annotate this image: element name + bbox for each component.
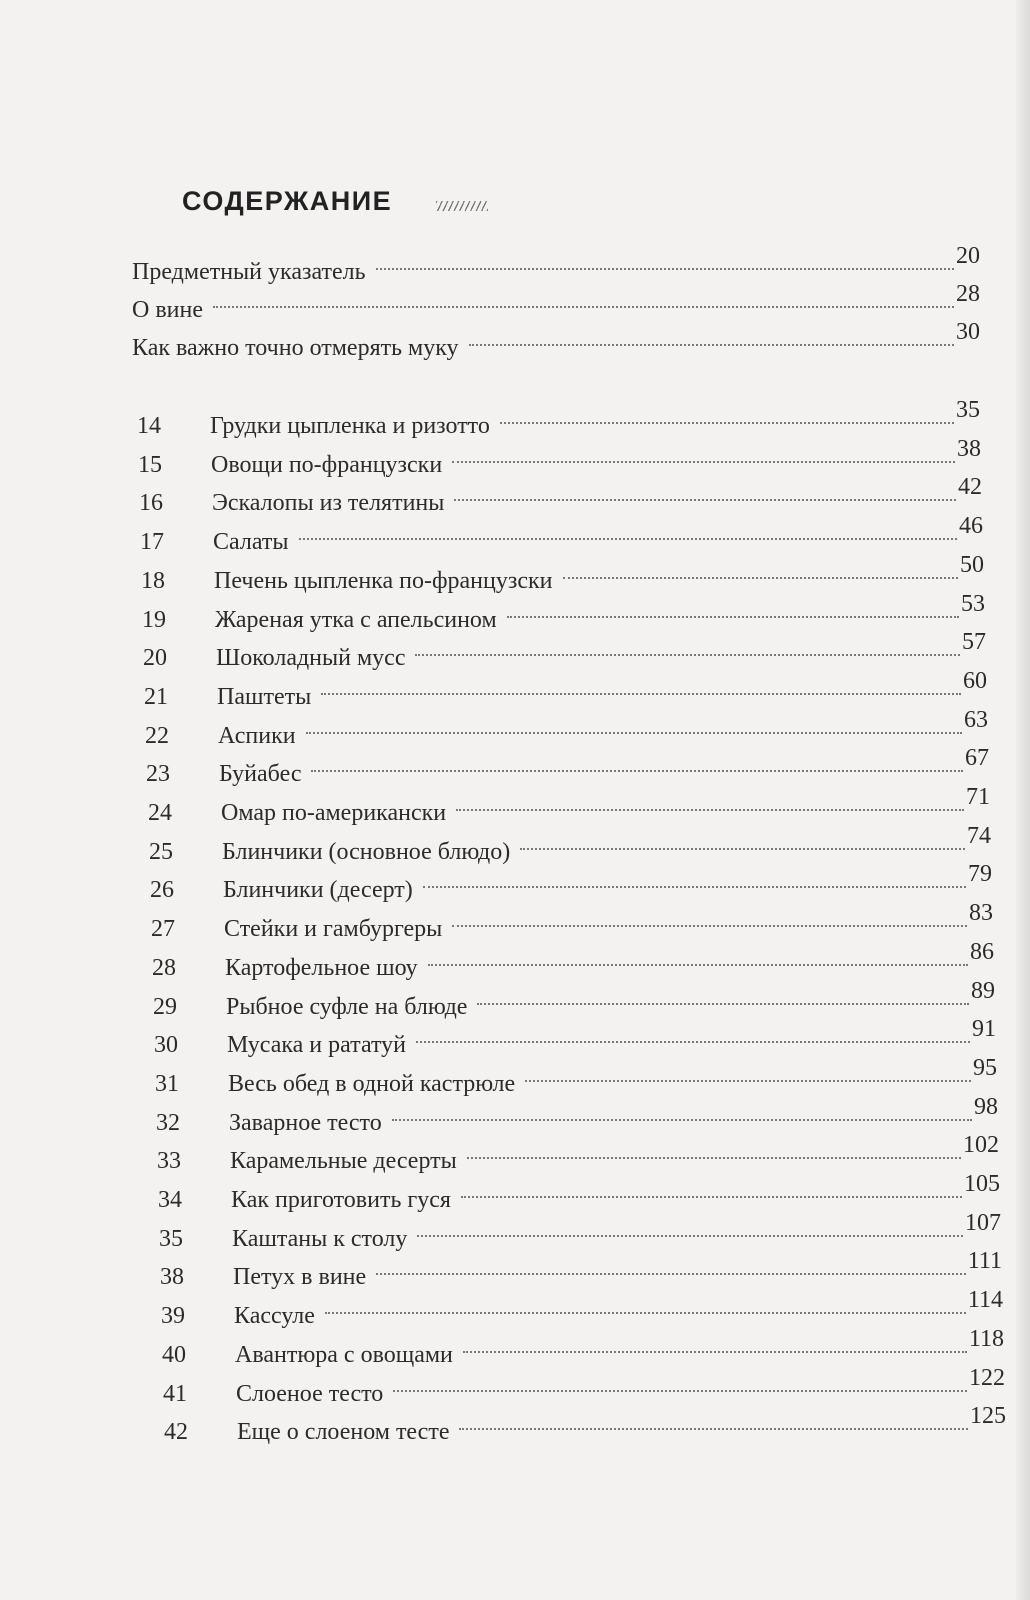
chapter-entry xyxy=(0,823,1030,868)
dot-leader xyxy=(376,1273,966,1275)
chapter-number: 15 xyxy=(138,452,162,478)
page-number: 30 xyxy=(956,319,980,345)
chapter-number: 27 xyxy=(151,916,175,942)
entry-title: Рыбное суфле на блюде xyxy=(226,994,468,1020)
chapter-entry xyxy=(0,1287,1030,1332)
page-number: 38 xyxy=(957,436,981,462)
dot-leader xyxy=(393,1390,967,1392)
dot-leader xyxy=(469,344,954,346)
page-number: 42 xyxy=(958,474,982,500)
entry-title: Мусака и рататуй xyxy=(227,1032,406,1058)
chapter-number: 20 xyxy=(143,645,167,671)
entry-title: Авантюра с овощами xyxy=(235,1342,453,1368)
entry-title: Овощи по-французски xyxy=(211,452,443,478)
chapter-entry xyxy=(0,591,1030,636)
page-title: СОДЕРЖАНИЕ xyxy=(182,186,393,216)
page-number: 111 xyxy=(967,1248,1002,1274)
dot-leader xyxy=(463,1351,967,1353)
chapter-entry xyxy=(0,1132,1030,1177)
entry-title: Еще о слоеном тесте xyxy=(237,1419,450,1445)
entry-title: О вине xyxy=(132,297,204,323)
entry-title: Каштаны к столу xyxy=(232,1226,408,1252)
chapter-number: 33 xyxy=(157,1148,181,1174)
page-number: 74 xyxy=(967,823,991,849)
chapter-number: 14 xyxy=(137,413,161,439)
chapter-entry xyxy=(0,939,1030,984)
chapter-number: 34 xyxy=(158,1187,182,1213)
dot-leader xyxy=(477,1003,969,1005)
page-number: 107 xyxy=(965,1210,1001,1236)
dot-leader xyxy=(459,1428,968,1430)
chapter-number: 32 xyxy=(156,1110,180,1136)
chapter-entry xyxy=(0,861,1030,906)
chapter-number: 42 xyxy=(164,1419,188,1445)
dot-leader xyxy=(392,1119,972,1121)
entry-title: Петух в вине xyxy=(233,1264,367,1290)
page-number: 28 xyxy=(956,281,980,307)
hatch-ornament-icon xyxy=(436,201,488,211)
entry-title: Картофельное шоу xyxy=(225,955,418,981)
contents-heading xyxy=(182,186,488,217)
chapter-number: 17 xyxy=(140,529,164,555)
chapter-entry xyxy=(0,978,1030,1023)
dot-leader xyxy=(428,964,968,966)
dot-leader xyxy=(416,1041,970,1043)
page-number: 122 xyxy=(969,1365,1005,1391)
page-number: 91 xyxy=(972,1016,996,1042)
chapter-entry xyxy=(0,707,1030,752)
chapter-number: 19 xyxy=(142,607,166,633)
chapter-number: 21 xyxy=(144,684,168,710)
dot-leader xyxy=(563,577,958,579)
entry-title: Грудки цыпленка и ризотто xyxy=(210,413,490,439)
page-number: 89 xyxy=(971,978,995,1004)
chapter-number: 25 xyxy=(149,839,173,865)
page-number: 86 xyxy=(970,939,994,965)
entry-title: Блинчики (основное блюдо) xyxy=(222,839,511,865)
entry-title: Стейки и гамбургеры xyxy=(224,916,443,942)
chapter-number: 35 xyxy=(159,1226,183,1252)
dot-leader xyxy=(299,538,957,540)
dot-leader xyxy=(452,925,967,927)
chapter-entry xyxy=(0,745,1030,790)
chapter-entry xyxy=(0,629,1030,674)
entry-title: Аспики xyxy=(218,723,296,749)
entry-title: Салаты xyxy=(213,529,289,555)
page-number: 114 xyxy=(967,1287,1003,1313)
entry-title: Блинчики (десерт) xyxy=(223,877,413,903)
chapter-entry xyxy=(0,552,1030,597)
chapter-number: 24 xyxy=(148,800,172,826)
entry-title: Карамельные десерты xyxy=(230,1148,457,1174)
dot-leader xyxy=(311,770,963,772)
page-number: 118 xyxy=(968,1326,1004,1352)
page-number: 60 xyxy=(963,668,987,694)
chapter-number: 40 xyxy=(162,1342,186,1368)
toc-entry xyxy=(0,243,1030,288)
page-number: 53 xyxy=(961,591,985,617)
dot-leader xyxy=(423,886,966,888)
chapter-number: 29 xyxy=(153,994,177,1020)
page-number: 71 xyxy=(966,784,990,810)
page-number: 35 xyxy=(956,397,980,423)
dot-leader xyxy=(500,422,954,424)
entry-title: Как важно точно отмерять муку xyxy=(132,335,459,361)
entry-title: Кассуле xyxy=(234,1303,315,1329)
chapter-entry xyxy=(0,474,1030,519)
chapter-entry xyxy=(0,1094,1030,1139)
dot-leader xyxy=(520,848,965,850)
page-number: 57 xyxy=(962,629,986,655)
entry-title: Эскалопы из телятины xyxy=(212,490,445,516)
toc-entry xyxy=(0,281,1030,326)
chapter-entry xyxy=(0,784,1030,829)
dot-leader xyxy=(461,1196,962,1198)
chapter-number: 23 xyxy=(146,761,170,787)
chapter-number: 16 xyxy=(139,490,163,516)
chapter-entry xyxy=(0,668,1030,713)
chapter-number: 39 xyxy=(161,1303,185,1329)
dot-leader xyxy=(306,732,962,734)
dot-leader xyxy=(507,616,959,618)
entry-title: Паштеты xyxy=(217,684,312,710)
chapter-entry xyxy=(0,1365,1030,1410)
dot-leader xyxy=(325,1312,966,1314)
dot-leader xyxy=(525,1080,971,1082)
chapter-entry xyxy=(0,1326,1030,1371)
page-number: 50 xyxy=(960,552,984,578)
chapter-entry xyxy=(0,513,1030,558)
toc-entry xyxy=(0,319,1030,364)
chapter-number: 28 xyxy=(152,955,176,981)
page-number: 79 xyxy=(968,861,992,887)
page-number: 20 xyxy=(956,243,980,269)
dot-leader xyxy=(456,809,964,811)
entry-title: Как приготовить гуся xyxy=(231,1187,451,1213)
dot-leader xyxy=(417,1235,963,1237)
chapter-number: 31 xyxy=(155,1071,179,1097)
entry-title: Заварное тесто xyxy=(229,1110,382,1136)
page-number: 95 xyxy=(973,1055,997,1081)
page-number: 46 xyxy=(959,513,983,539)
page-number: 125 xyxy=(970,1403,1006,1429)
entry-title: Печень цыпленка по-французски xyxy=(214,568,553,594)
dot-leader xyxy=(321,693,961,695)
chapter-entry xyxy=(0,1403,1030,1448)
chapter-entry xyxy=(0,397,1030,442)
entry-title: Слоеное тесто xyxy=(236,1381,384,1407)
chapter-entry xyxy=(0,1171,1030,1216)
entry-title: Шоколадный мусс xyxy=(216,645,406,671)
chapter-number: 18 xyxy=(141,568,165,594)
page-number: 105 xyxy=(964,1171,1000,1197)
chapter-number: 26 xyxy=(150,877,174,903)
dot-leader xyxy=(376,268,954,270)
chapter-number: 38 xyxy=(160,1264,184,1290)
dot-leader xyxy=(452,461,955,463)
dot-leader xyxy=(454,499,956,501)
chapter-number: 30 xyxy=(154,1032,178,1058)
entry-title: Весь обед в одной кастрюле xyxy=(228,1071,516,1097)
entry-title: Предметный указатель xyxy=(132,259,366,285)
page-number: 98 xyxy=(974,1094,998,1120)
page-number: 63 xyxy=(964,707,988,733)
chapter-entry xyxy=(0,436,1030,481)
page-number: 102 xyxy=(963,1132,999,1158)
page-number: 67 xyxy=(965,745,989,771)
chapter-entry xyxy=(0,1248,1030,1293)
chapter-number: 41 xyxy=(163,1381,187,1407)
chapter-entry xyxy=(0,900,1030,945)
chapter-entry xyxy=(0,1210,1030,1255)
chapter-entry xyxy=(0,1055,1030,1100)
dot-leader xyxy=(213,306,954,308)
chapter-entry xyxy=(0,1016,1030,1061)
entry-title: Жареная утка с апельсином xyxy=(215,607,497,633)
entry-title: Буйабес xyxy=(219,761,302,787)
dot-leader xyxy=(467,1157,961,1159)
entry-title: Омар по-американски xyxy=(221,800,447,826)
chapter-number: 22 xyxy=(145,723,169,749)
page-number: 83 xyxy=(969,900,993,926)
dot-leader xyxy=(415,654,960,656)
